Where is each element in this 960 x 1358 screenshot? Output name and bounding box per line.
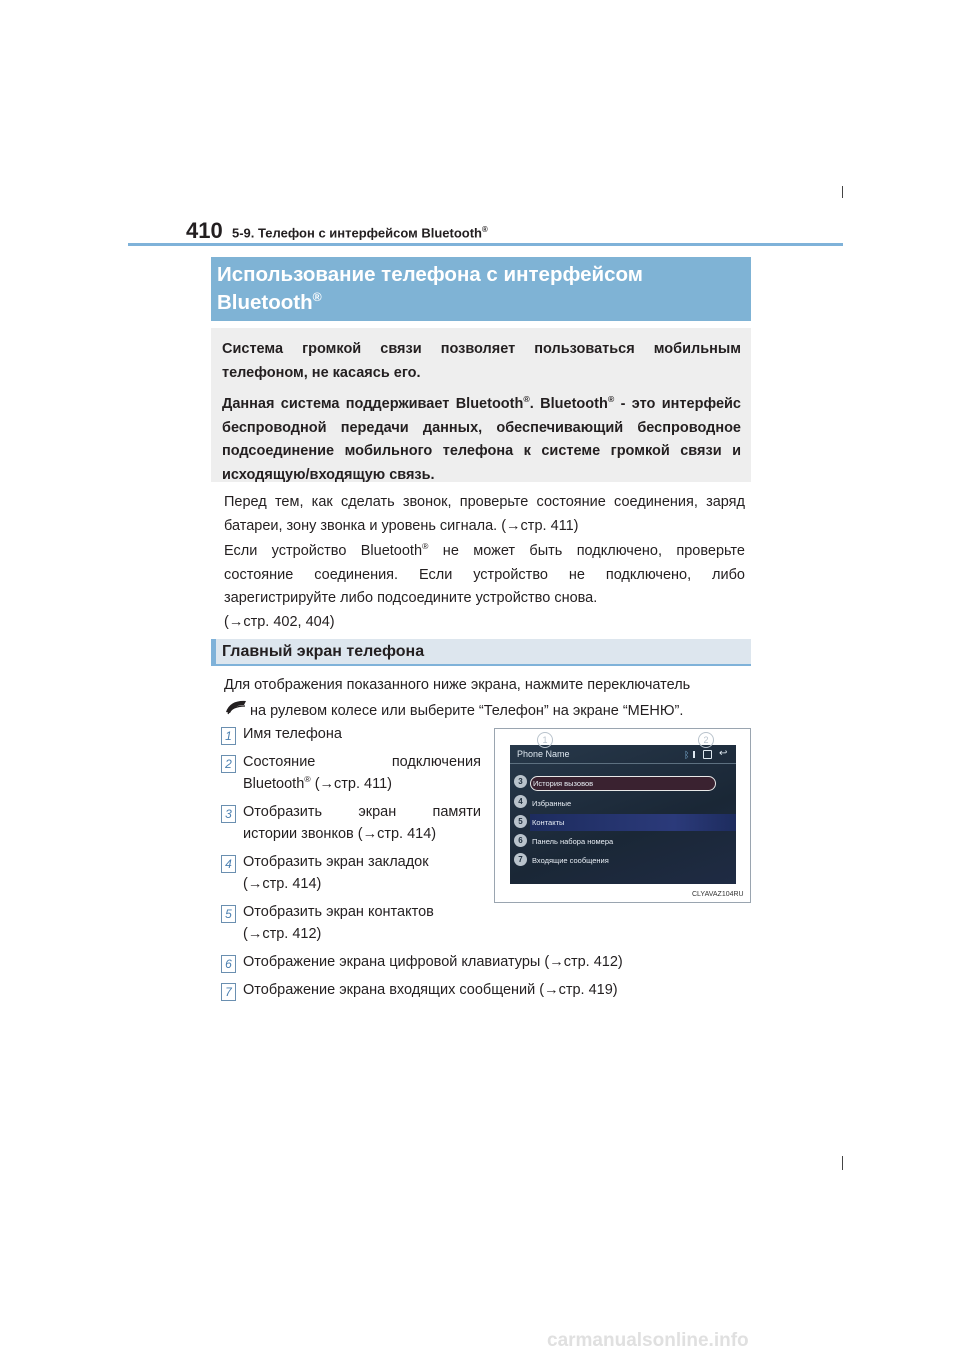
phone-main-screen [510,745,736,884]
crop-mark [842,186,843,198]
callout-2: 2 [698,732,714,748]
item-number-badge: 4 [221,855,236,873]
list-item: Состояние подключения Bluetooth® (→стр. 411) [243,754,481,792]
watermark: carmanualsonline.info [547,1330,749,1351]
page-number: 410 [186,218,223,243]
body-paragraph-1: Перед тем, как сделать звонок, проверьте состояние соединения, заряд батареи, зону звонка и уровень сигнала. (→стр. 411) [224,494,745,534]
phone-name-label: Phone Name [517,749,570,759]
item-number-badge: 1 [221,727,236,745]
intro-paragraph-1: Система громкой связи позволяет пользоваться мобильным телефоном, не касаясь его. [222,341,741,381]
title-line-1: Использование телефона с интерфейсом [217,263,643,286]
bluetooth-icon: ᛒ [684,750,690,760]
item-number-badge: 2 [221,755,236,773]
menu-item-history[interactable]: История вызовов [530,776,716,791]
header-rule [128,243,843,246]
crop-mark [842,1156,843,1170]
body-paragraph-2: Если устройство Bluetooth® не может быть подключено, проверьте состояние соединения. Если устройство не подключено, либо зарегистрируйте либо подсоедините устройство снова. (→стр. 402, 404) [224,541,745,630]
section-text: Для отображения показанного ниже экрана, нажмите переключатель на рулевом колесе или выберите “Телефон” на экране “МЕНЮ”. [224,674,745,724]
figure-id: CLYAVAZ104RU [692,891,744,898]
item-number-badge: 5 [221,905,236,923]
chapter-title: 5-9. Телефон с интерфейсом Bluetooth® [232,225,488,241]
menu-item-favorites[interactable]: Избранные [532,799,572,808]
intro-paragraph-2: Данная система поддерживает Bluetooth®. Bluetooth® - это интерфейс беспроводной передачи данных, обеспечивающий беспроводное подсоединение мобильного телефона к системе громкой связи и исходящую/входящую связь. [222,394,741,483]
list-item: Имя телефона [243,726,342,742]
item-number-badge: 3 [221,805,236,823]
list-item: Отобразить экран памяти истории звонков (→стр. 414) [243,804,481,842]
title-line-2: Bluetooth® [217,290,322,314]
list-item: Отображение экрана входящих сообщений (→стр. 419) [243,982,618,998]
menu-item-contacts[interactable]: Контакты [530,814,736,831]
menu-number: 5 [514,815,527,828]
list-item: Отображение экрана цифровой клавиатуры (→стр. 412) [243,954,623,970]
intro-box [211,328,751,482]
menu-number: 4 [514,795,527,808]
section-title-banner [211,257,751,321]
list-item: Отобразить экран контактов (→стр. 412) [243,904,434,942]
back-icon[interactable]: ↩ [719,748,728,759]
item-number-badge: 6 [221,955,236,973]
battery-icon [703,750,712,759]
menu-item-messages[interactable]: Входящие сообщения [532,856,609,865]
subsection-heading: Главный экран телефона [211,639,751,666]
callout-1: 1 [537,732,553,748]
phone-switch-icon [224,698,250,725]
menu-number: 6 [514,834,527,847]
signal-icon [693,751,695,758]
menu-number: 7 [514,853,527,866]
menu-number: 3 [514,775,527,788]
subsection-heading-bar [211,639,216,666]
item-number-badge: 7 [221,983,236,1001]
list-item: Отобразить экран закладок (→стр. 414) [243,854,429,892]
menu-item-keypad[interactable]: Панель набора номера [532,837,614,846]
